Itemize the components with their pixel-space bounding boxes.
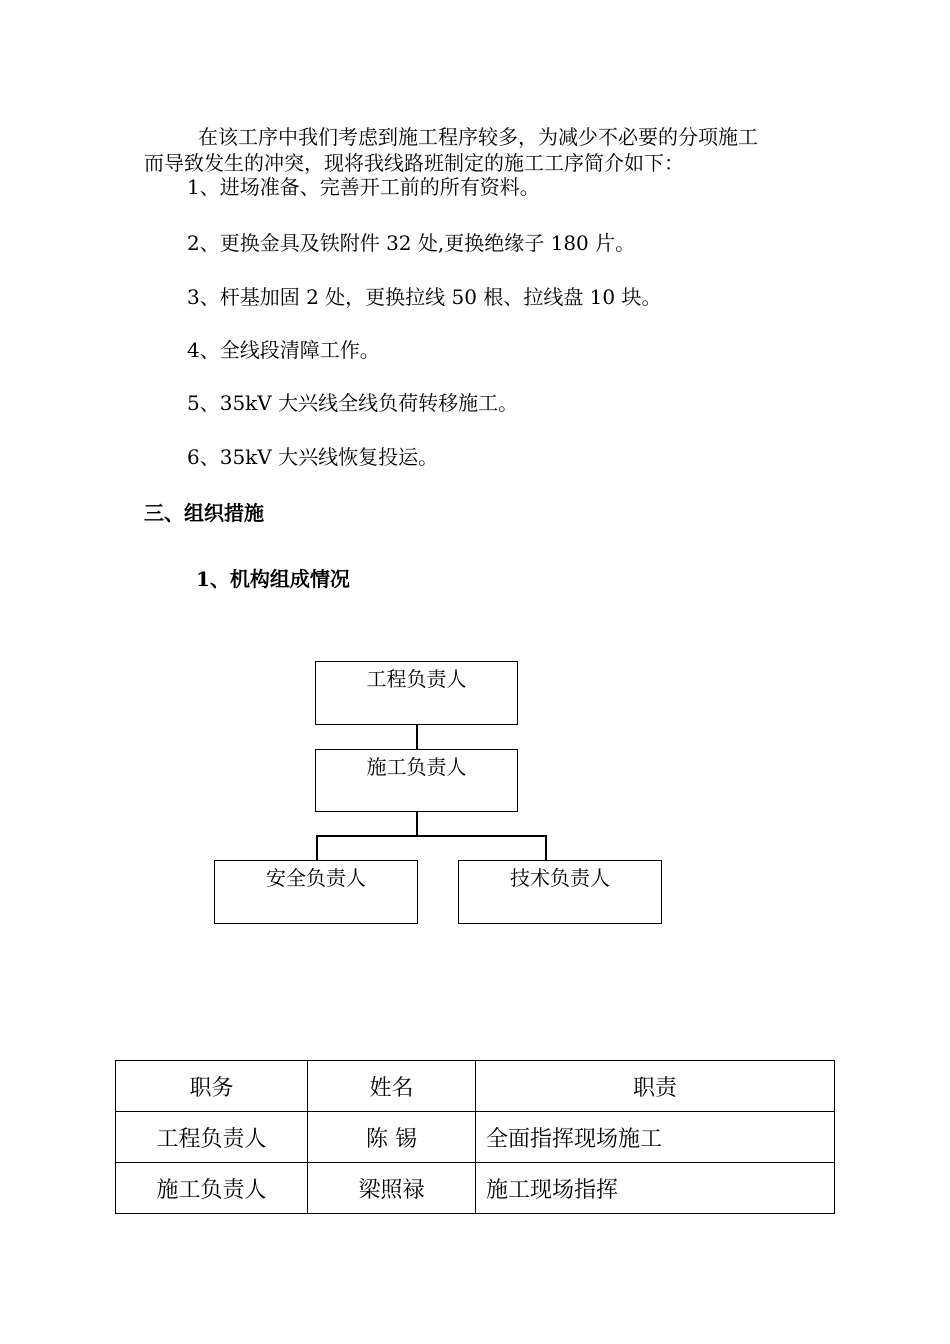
step-6: 6、35kV 大兴线恢复投运。 (187, 445, 439, 469)
connector-line (316, 835, 546, 837)
connector-line (316, 835, 318, 861)
step-1: 1、进场准备、完善开工前的所有资料。 (187, 175, 540, 199)
cell-name: 陈 锡 (308, 1112, 476, 1163)
cell-duty: 全面指挥现场施工 (476, 1112, 835, 1163)
org-box-left (214, 860, 418, 924)
cell-duty: 施工现场指挥 (476, 1163, 835, 1214)
table-row (116, 1112, 835, 1163)
org-box-top-label: 工程负责人 (366, 667, 467, 691)
step-2: 2、更换金具及铁附件 32 处,更换绝缘子 180 片。 (187, 231, 636, 255)
connector-line (545, 835, 547, 861)
intro-line-2: 而导致发生的冲突，现将我线路班制定的施工工序简介如下： (144, 151, 684, 175)
org-box-right (458, 860, 662, 924)
intro-line-1: 在该工序中我们考虑到施工程序较多，为减少不必要的分项施工 (198, 125, 758, 149)
org-box-middle-label: 施工负责人 (366, 755, 467, 779)
cell-position: 施工负责人 (116, 1163, 308, 1214)
org-box-left-label: 安全负责人 (266, 866, 366, 890)
org-box-top (315, 661, 518, 725)
cell-name: 梁照禄 (308, 1163, 476, 1214)
step-3: 3、杆基加固 2 处，更换拉线 50 根、拉线盘 10 块。 (187, 285, 662, 309)
section-heading: 三、组织措施 (144, 501, 264, 525)
header-position: 职务 (116, 1061, 308, 1112)
step-4: 4、全线段清障工作。 (187, 338, 380, 362)
header-duty: 职责 (476, 1061, 835, 1112)
connector-line (416, 812, 418, 836)
subsection-heading: 1、机构组成情况 (196, 567, 350, 591)
cell-position: 工程负责人 (116, 1112, 308, 1163)
org-box-middle (315, 749, 518, 812)
header-name: 姓名 (308, 1061, 476, 1112)
table-row (116, 1163, 835, 1214)
roles-table (115, 1060, 835, 1214)
connector-line (416, 725, 418, 749)
table-header-row (116, 1061, 835, 1112)
org-box-right-label: 技术负责人 (510, 866, 610, 890)
step-5: 5、35kV 大兴线全线负荷转移施工。 (187, 391, 519, 415)
